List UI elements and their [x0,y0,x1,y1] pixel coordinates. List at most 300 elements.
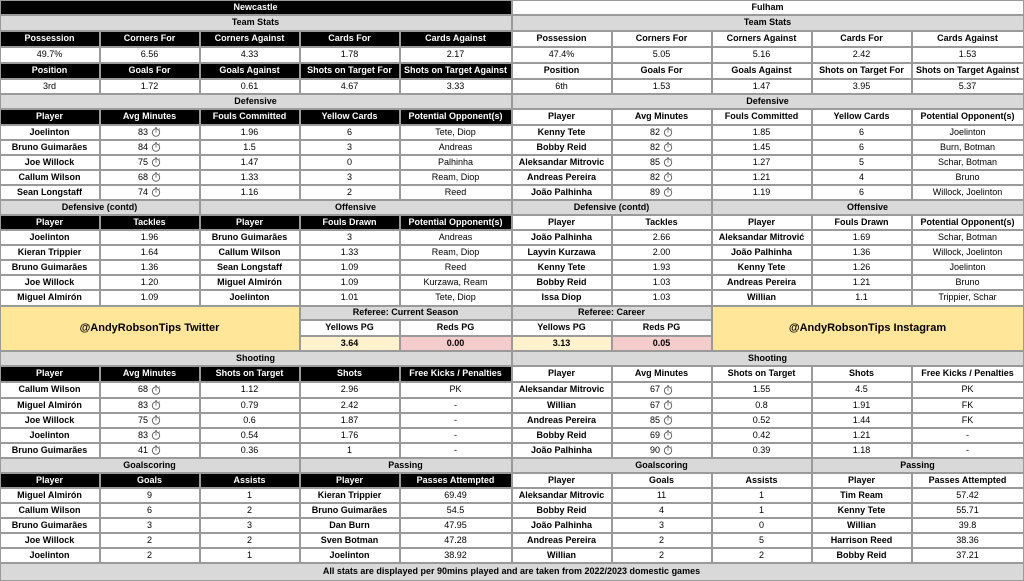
home-passing-header-text: Player [335,474,364,485]
home-defensive-cell [200,140,300,155]
away-defensive-cell [712,140,812,155]
home-defensive-cell-text: Andreas [438,141,473,152]
home-stat-header-text: Cards For [328,33,371,43]
home-stat-header-text: Shots on Target Against [403,65,507,75]
away-tackles-cell-text: 1.03 [652,292,671,302]
home-stat-header [0,63,100,79]
away-offensive-cell-text: Bruno [955,276,980,287]
away-passing-cell-text: 38.36 [956,534,979,545]
away-goalscoring-cell [712,533,812,548]
away-shooting-cell [712,413,812,428]
away-goalscoring-cell-text: Willian [547,549,576,560]
home-goalscoring-cell-text: 1 [246,489,252,500]
home-goalscoring-cell-text: Callum Wilson [18,504,81,515]
home-tackles-cell-text: 1.96 [140,231,159,242]
away-passing-cell-text: 57.42 [956,489,979,500]
home-defensive-cell-text: 3 [346,141,352,152]
away-tackles-cell-text: 1.93 [652,261,671,272]
away-tackles-cell [512,290,612,306]
home-stat-value [0,47,100,63]
home-defensive-contd-header-text: Tackles [133,216,166,227]
home-defensive-contd-heading [0,200,200,215]
home-offensive-cell [200,245,300,260]
away-passing-cell-text: Tim Ream [840,489,883,500]
home-shooting-header [300,366,400,382]
away-defensive-cell [612,170,712,185]
away-offensive-header [712,215,812,230]
away-stat-header-text: Corners For [635,33,688,43]
home-offensive-cell-text: Tete, Diop [435,292,476,302]
away-offensive-header-text: Potential Opponent(s) [920,216,1015,227]
away-stat-header [512,31,612,47]
away-offensive-cell [812,230,912,245]
home-stat-header-text: Corners Against [214,33,285,43]
home-shooting-cell [400,382,512,398]
away-goalscoring-heading [512,458,812,473]
away-defensive-header-text: Fouls Committed [724,111,799,121]
home-tackles-cell-text: 1.20 [140,276,159,287]
home-defensive-cell [100,125,200,140]
home-tackles-cell-text: 1.64 [140,246,159,257]
away-stat-value [912,47,1024,63]
away-shooting-cell [512,382,612,398]
home-goalscoring-heading [0,458,300,473]
away-offensive-cell-text: 1.69 [852,231,871,242]
home-shooting-header-text: Free Kicks / Penalties [409,368,502,378]
home-shooting-cell [0,413,100,428]
away-shooting-cell-text: 0.39 [752,444,771,455]
away-defensive-cell-text: 1.21 [752,171,771,182]
away-stat-value [512,79,612,94]
away-goalscoring-header-text: Assists [745,474,778,485]
away-offensive-heading-text: Offensive [846,201,888,212]
home-shooting-header-text: Shots [336,368,362,378]
away-stat-header-text: Possession [536,33,587,43]
home-stat-value [300,79,400,94]
away-stat-header [812,63,912,79]
home-goalscoring-cell [100,533,200,548]
away-shooting-cell-text: 0.42 [752,429,771,440]
away-passing-header-text: Passes Attempted [928,474,1007,485]
away-goalscoring-cell-text: 4 [658,504,664,515]
home-stat-value [100,47,200,63]
away-stat-value [712,47,812,63]
away-shooting-cell [812,443,912,458]
home-defensive-cell-text: 6 [346,126,352,137]
away-shooting-cell-text: 1.91 [852,399,871,410]
stopwatch-icon [663,172,673,182]
away-defensive-contd-heading [512,200,712,215]
home-defensive-header-text: Avg Minutes [122,111,177,121]
away-passing-cell-text: Kenny Tete [837,504,886,515]
away-defensive-cell [812,155,912,170]
away-offensive-cell [912,275,1024,290]
home-goalscoring-cell-text: Miguel Almirón [17,489,82,500]
away-defensive-cell-text: 4 [858,171,864,182]
away-defensive-cell [712,155,812,170]
home-shooting-cell-text: 75 [137,414,148,425]
away-defensive-cell-text: 5 [858,156,864,167]
away-offensive-cell-text: 1.26 [852,261,871,272]
away-stat-value-text: 1.47 [752,80,771,91]
away-defensive-cell-text: 6 [858,186,864,197]
home-defensive-cell-text: 2 [346,186,352,197]
home-shooting-cell-text: 41 [137,444,148,455]
away-defensive-cell [912,185,1024,200]
away-defensive-contd-header [512,215,612,230]
home-shooting-cell [400,413,512,428]
home-goalscoring-cell-text: 2 [246,534,252,545]
home-defensive-heading-text: Defensive [234,95,277,106]
away-defensive-cell-text: Burn, Botman [939,141,996,152]
stopwatch-icon [663,385,673,395]
away-defensive-cell-text: Schar, Botman [937,156,998,167]
away-defensive-header-text: Avg Minutes [634,111,689,121]
home-shooting-cell-text: 0.6 [243,414,256,425]
away-defensive-header [612,109,712,125]
away-goalscoring-header-text: Goals [648,474,674,485]
home-defensive-header [300,109,400,125]
home-tackles-cell [0,275,100,290]
home-defensive-cell [300,170,400,185]
referee-current-yellows-text: 3.64 [340,337,359,348]
home-shooting-cell-text: Miguel Almirón [17,399,82,410]
referee-current-reds-text: 0.00 [446,337,465,348]
away-tackles-cell-text: 2.00 [652,246,671,257]
home-defensive-cell [200,125,300,140]
home-shooting-cell-text: 2.42 [340,399,359,410]
home-shooting-cell [200,443,300,458]
away-shooting-cell [712,428,812,443]
home-offensive-cell-text: Kurzawa, Ream [423,276,488,287]
home-shooting-cell-text: 1.87 [340,414,359,425]
home-offensive-cell-text: Joelinton [229,292,270,302]
referee-yellows-header [512,320,612,336]
home-shooting-cell [0,398,100,413]
away-defensive-cell [512,125,612,140]
home-stat-value [200,47,300,63]
referee-career-reds-text: 0.05 [652,337,671,348]
away-shooting-header-text: Player [547,368,576,378]
away-shooting-cell [612,398,712,413]
home-defensive-header [100,109,200,125]
home-defensive-cell-text: Reed [444,186,467,197]
away-shooting-cell [612,382,712,398]
home-tackles-cell-text: 1.36 [140,261,159,272]
stopwatch-icon [663,157,673,167]
home-stat-header [100,63,200,79]
referee-current-reds [400,336,512,351]
away-goalscoring-cell-text: João Palhinha [530,519,592,530]
away-goalscoring-cell [612,548,712,563]
home-shooting-cell-text: PK [449,384,462,394]
home-passing-heading [300,458,512,473]
home-goalscoring-cell-text: Joe Willock [24,534,75,545]
home-stat-value-text: 3.33 [446,80,465,91]
home-defensive-cell-text: 1.47 [240,156,259,167]
home-defensive-cell [200,170,300,185]
home-goalscoring-cell-text: 2 [246,504,252,515]
away-tackles-cell [612,230,712,245]
home-stat-header [400,31,512,47]
away-shooting-cell [812,413,912,428]
away-defensive-cell [912,155,1024,170]
away-offensive-cell-text: Willian [747,292,776,302]
home-shooting-cell [100,413,200,428]
home-offensive-header [300,215,400,230]
home-passing-cell [400,533,512,548]
away-offensive-cell [812,260,912,275]
home-stat-value [300,47,400,63]
home-shooting-cell-text: - [454,414,457,425]
home-shooting-cell-text: - [454,444,457,455]
away-stat-value-text: 5.05 [652,49,671,59]
away-shooting-cell-text: Andreas Pereira [526,414,597,425]
home-tackles-cell [100,230,200,245]
away-stat-value [612,79,712,94]
home-passing-cell-text: Kieran Trippier [317,489,382,500]
away-shooting-header [712,366,812,382]
home-defensive-cell-text: Joelinton [29,126,70,137]
away-stat-value-text: 2.42 [852,49,871,59]
referee-career-reds [612,336,712,351]
away-goalscoring-cell-text: 1 [758,489,764,500]
away-goalscoring-cell [512,518,612,533]
home-shooting-cell-text: 83 [137,429,148,440]
home-passing-cell-text: 47.95 [444,519,467,530]
away-stat-header-text: Corners Against [726,33,797,43]
away-defensive-cell-text: João Palhinha [530,186,592,197]
home-goalscoring-header-text: Assists [233,474,266,485]
referee-current-heading-text: Referee: Current Season [352,307,459,317]
home-offensive-cell [400,260,512,275]
away-tackles-cell-text: Kenny Tete [537,261,586,272]
referee-career-yellows-text: 3.13 [552,337,571,348]
home-goalscoring-header-text: Player [35,474,64,485]
away-goalscoring-cell [712,488,812,503]
away-stat-value-text: 3.95 [852,80,871,91]
home-defensive-header [400,109,512,125]
away-offensive-header [912,215,1024,230]
home-passing-cell-text: Joelinton [329,549,370,560]
away-defensive-cell [612,125,712,140]
home-stat-value [400,79,512,94]
away-defensive-cell-text: 82 [649,126,660,137]
home-defensive-cell-text: Joe Willock [24,156,75,167]
away-defensive-cell-text: Andreas Pereira [526,171,597,182]
away-passing-cell [912,533,1024,548]
away-tackles-cell [512,275,612,290]
away-shooting-cell-text: 1.21 [852,429,871,440]
away-passing-cell [912,503,1024,518]
home-passing-cell [400,548,512,563]
home-shooting-cell-text: 1.12 [240,384,259,394]
home-stat-header-text: Goals For [128,65,171,75]
away-goalscoring-header [712,473,812,488]
away-defensive-cell [912,140,1024,155]
home-goalscoring-cell [100,518,200,533]
stopwatch-icon [151,187,161,197]
referee-career-heading [512,306,712,320]
away-shooting-cell-text: João Palhinha [530,444,592,455]
stopwatch-icon [151,142,161,152]
away-tackles-cell-text: 1.03 [652,276,671,287]
home-defensive-cell [200,185,300,200]
away-defensive-contd-header-text: Player [547,216,576,227]
home-offensive-cell-text: 1.09 [340,261,359,272]
home-offensive-cell [300,260,400,275]
away-defensive-header [812,109,912,125]
home-goalscoring-cell-text: Joelinton [29,549,70,560]
home-goalscoring-cell [200,518,300,533]
away-stat-header-text: Cards For [840,33,883,43]
away-passing-header-text: Player [847,474,876,485]
away-goalscoring-cell [712,518,812,533]
away-offensive-cell-text: Kenny Tete [737,261,786,272]
referee-yellows-header [300,320,400,336]
away-defensive-header-text: Potential Opponent(s) [920,111,1015,121]
away-shooting-header [512,366,612,382]
away-stat-header-text: Position [543,65,580,75]
home-goalscoring-cell [200,488,300,503]
home-stat-header [200,31,300,47]
home-tackles-cell [100,290,200,306]
away-stat-value-text: 6th [555,80,568,91]
away-defensive-cell [712,125,812,140]
away-shooting-cell-text: FK [961,414,974,425]
away-shooting-cell-text: Bobby Reid [536,429,587,440]
away-passing-cell-text: Harrison Reed [830,534,893,545]
home-offensive-header [400,215,512,230]
away-stat-value [512,47,612,63]
footer-note [0,563,1024,581]
away-defensive-cell-text: Willock, Joelinton [932,186,1003,197]
away-offensive-cell [712,275,812,290]
home-goalscoring-cell [0,518,100,533]
away-stat-header [812,31,912,47]
away-shooting-cell-text: FK [961,399,974,410]
away-stat-header [912,63,1024,79]
home-passing-cell-text: 54.5 [446,504,465,515]
home-shooting-header-text: Shots on Target [215,368,284,378]
stopwatch-icon [663,187,673,197]
away-defensive-cell [812,185,912,200]
home-defensive-header-text: Fouls Committed [212,111,287,121]
away-stat-value-text: 47.4% [548,49,575,59]
twitter-promo-text: @AndyRobsonTips Twitter [79,321,220,334]
away-stat-value [912,79,1024,94]
away-defensive-contd-heading-text: Defensive (contd) [573,201,650,212]
home-stat-value [0,79,100,94]
away-passing-cell [912,518,1024,533]
away-tackles-cell [512,230,612,245]
home-defensive-cell [0,155,100,170]
home-shooting-header [400,366,512,382]
home-shooting-header [100,366,200,382]
away-goalscoring-cell-text: 1 [758,504,764,515]
away-shooting-header [612,366,712,382]
home-goalscoring-heading-text: Goalscoring [123,459,176,470]
home-shooting-cell [200,428,300,443]
home-passing-cell [300,518,400,533]
away-shooting-header-text: Free Kicks / Penalties [921,368,1014,378]
home-defensive-cell-text: 74 [137,186,148,197]
away-shooting-cell [512,428,612,443]
away-shooting-header [912,366,1024,382]
away-defensive-cell-text: 89 [649,186,660,197]
home-stat-value [100,79,200,94]
home-shooting-cell-text: 0.79 [240,399,259,410]
away-defensive-heading-text: Defensive [746,95,789,106]
away-stat-value-text: 1.53 [652,80,671,91]
away-shooting-cell-text: 67 [649,384,660,394]
home-shooting-cell-text: 1 [346,444,352,455]
away-stat-header [912,31,1024,47]
home-stat-value-text: 49.7% [36,49,63,59]
away-defensive-header-text: Player [547,111,576,121]
referee-career-yellows [512,336,612,351]
home-passing-cell [300,488,400,503]
stopwatch-icon [151,415,161,425]
away-passing-cell [812,548,912,563]
away-defensive-header [712,109,812,125]
away-goalscoring-header-text: Player [547,474,576,485]
home-offensive-cell-text: Sean Longstaff [216,261,282,272]
home-tackles-cell-text: Joelinton [29,231,70,242]
home-goalscoring-cell [0,503,100,518]
away-shooting-cell-text: 1.18 [852,444,871,455]
away-shooting-cell [912,382,1024,398]
home-stat-header [300,31,400,47]
away-offensive-header-text: Fouls Drawn [834,216,889,227]
home-shooting-cell [0,443,100,458]
home-offensive-header-text: Fouls Drawn [322,216,377,227]
home-shooting-cell [200,413,300,428]
away-tackles-cell-text: Issa Diop [541,292,582,302]
home-shooting-header [200,366,300,382]
stopwatch-icon [151,445,161,455]
away-goalscoring-cell-text: 5 [758,534,764,545]
home-stat-value-text: 1.78 [340,49,359,59]
home-shooting-cell [100,443,200,458]
home-defensive-cell [100,170,200,185]
stopwatch-icon [663,400,673,410]
away-defensive-cell [512,140,612,155]
home-passing-cell [400,488,512,503]
home-passing-cell-text: Sven Botman [320,534,379,545]
home-shooting-cell [200,382,300,398]
home-defensive-cell-text: Bruno Guimarães [11,141,88,152]
away-stat-header-text: Goals For [640,65,683,75]
away-goalscoring-cell-text: Aleksandar Mitrovic [518,489,605,500]
home-defensive-cell [300,185,400,200]
referee-reds-header-text: Reds PG [642,322,681,332]
twitter-promo [0,306,300,351]
away-shooting-cell [612,413,712,428]
away-defensive-cell [512,185,612,200]
away-passing-cell [912,488,1024,503]
away-offensive-cell [912,230,1024,245]
away-shooting-cell [812,382,912,398]
home-shooting-cell [400,428,512,443]
home-shooting-cell [300,443,400,458]
away-offensive-cell [712,245,812,260]
home-tackles-cell-text: Joe Willock [24,276,75,287]
away-goalscoring-cell [612,503,712,518]
instagram-promo-text: @AndyRobsonTips Instagram [788,321,947,334]
away-defensive-cell-text: 82 [649,141,660,152]
home-defensive-cell [400,140,512,155]
